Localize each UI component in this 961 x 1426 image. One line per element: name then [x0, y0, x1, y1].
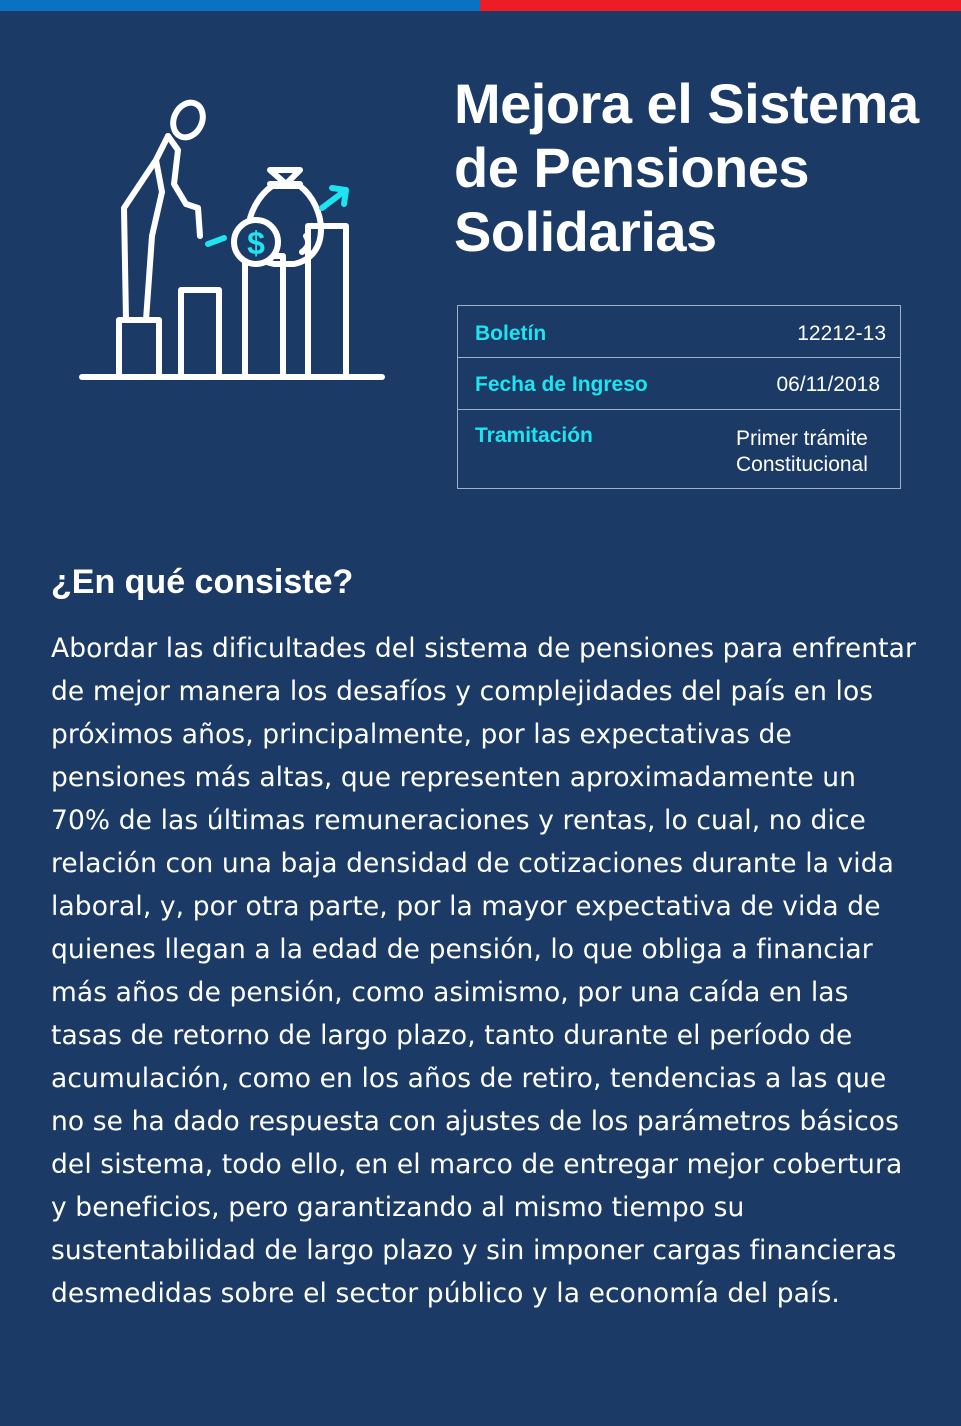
tramitacion-label: Tramitación [475, 424, 593, 447]
info-row-boletin [458, 306, 900, 358]
tramitacion-value: Primer trámite Constitucional [736, 427, 868, 476]
top-color-bar [0, 0, 961, 11]
info-row-fecha [458, 358, 900, 410]
boletin-value: 12212-13 [797, 322, 886, 345]
info-row-tramitacion [458, 410, 900, 488]
top-bar-red-segment [480, 0, 961, 11]
fecha-value: 06/11/2018 [776, 373, 880, 396]
bill-info-table [457, 305, 901, 489]
description-text: Abordar las dificultades del sistema de pensiones para enfrentar de mejor manera los desafíos y complejidades del país en los próximos años, principalmente, por las expectativas de pensiones más altas, que representen aproximadamente un 70% de las últimas remuneraciones y rentas, lo cual, no dice relación con una baja densidad de cotizaciones durante la vida laboral, y, por otra parte, por la mayor expectativa de vida de quienes llegan a la edad de pensión, lo que obliga a financiar más años de pensión, como asimismo, por una caída en las tasas de retorno de largo plazo, tanto durante el período de acumulación, como en los años de retiro, tendencias a las que no se ha dado respuesta con ajustes de los parámetros básicos del sistema, todo ello, en el marco de entregar mejor cobertura y beneficios, pero garantizando al mismo tiempo su sustentabilidad de largo plazo y sin imponer cargas financieras desmedidas sobre el sector público y la economía del país. [51, 633, 917, 1309]
section-heading: ¿En qué consiste? [51, 563, 354, 601]
page-title: Mejora el Sistema de Pensiones Solidarias [454, 72, 919, 263]
svg-text:$: $ [247, 225, 265, 261]
boletin-label: Boletín [475, 322, 547, 345]
fecha-label: Fecha de Ingreso [475, 373, 648, 396]
top-bar-blue-segment [0, 0, 480, 11]
pension-growth-icon [74, 96, 390, 386]
